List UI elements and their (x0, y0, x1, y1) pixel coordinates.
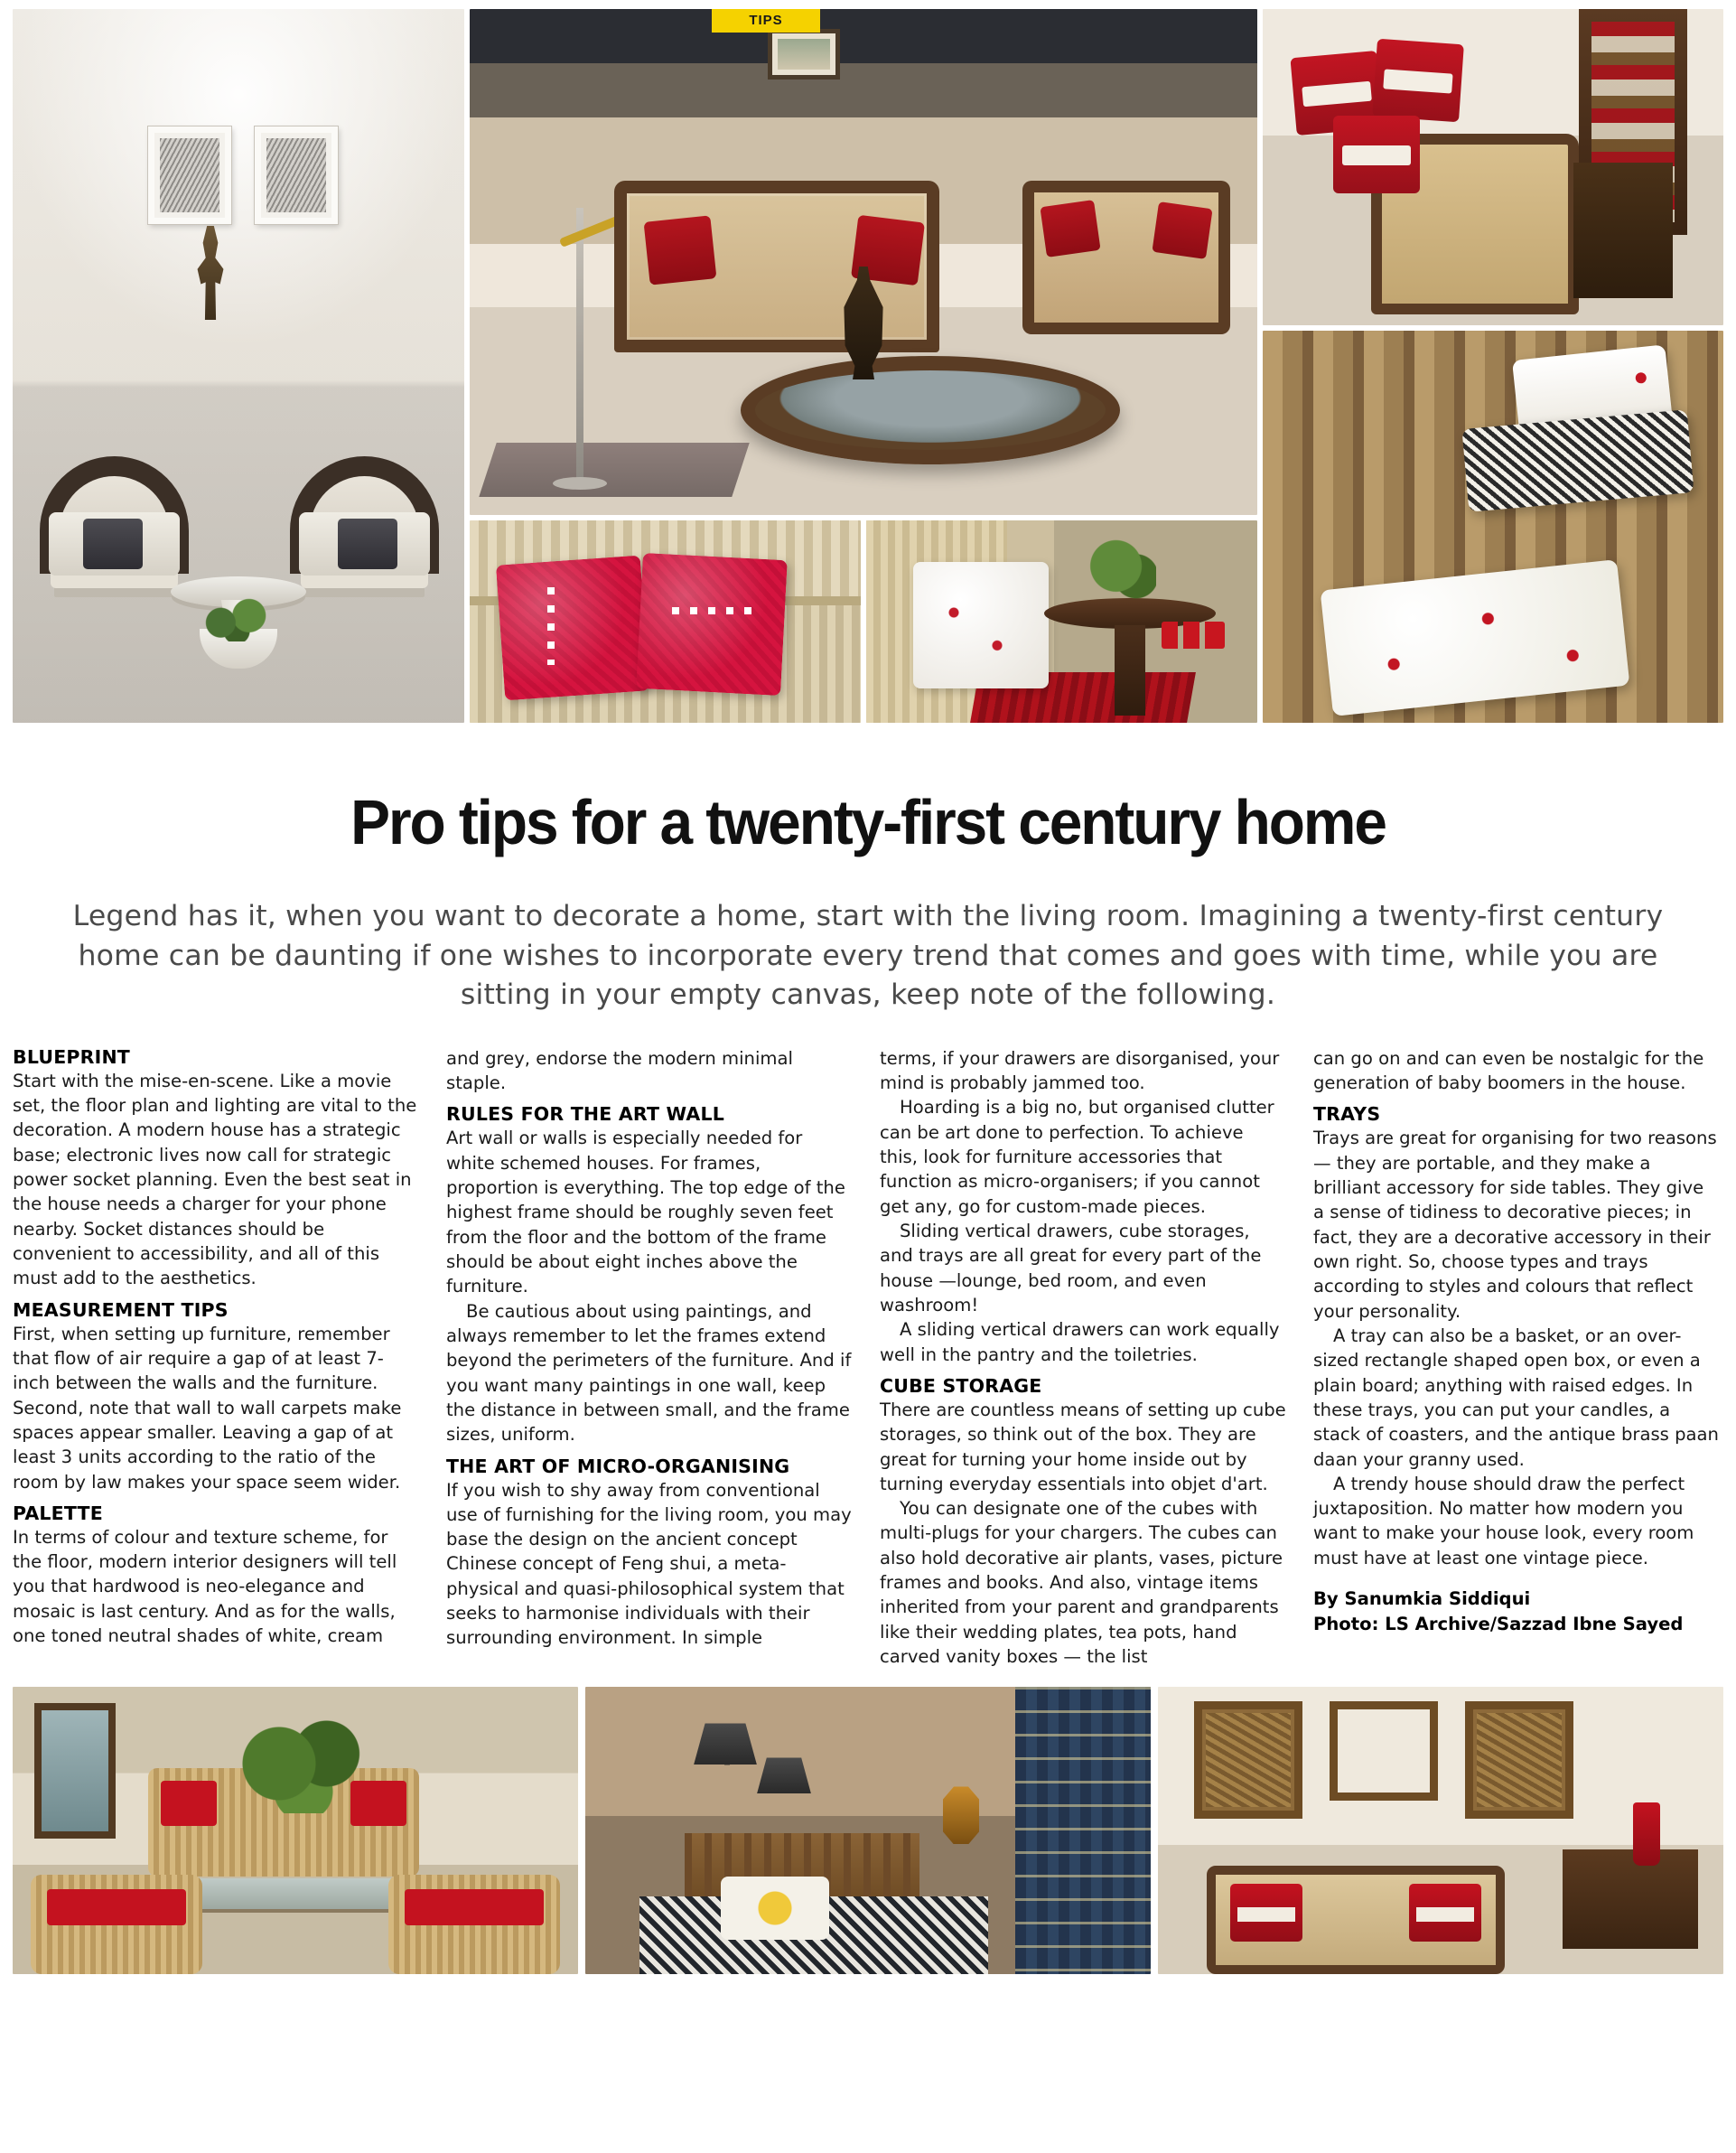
cushion-dots-horizontal (672, 607, 753, 614)
byline-author: By Sanumkia Siddiqui (1313, 1588, 1531, 1610)
wall-frame-3 (1465, 1701, 1573, 1819)
section-heading: MEASUREMENT TIPS (13, 1298, 229, 1321)
floor-lamp-base (553, 477, 607, 490)
headline-block (0, 723, 1736, 1016)
patterned-curtain (1015, 1687, 1151, 1974)
red-pillow-left (644, 215, 717, 285)
body-paragraph: Be cautious about using paintings, and always remember to let the frames extend beyond the perimeters of the furniture. And if you want many paintings in one wall, keep the distance in between small, and the frame sizes, uniform. (446, 1300, 852, 1446)
red-pillow-a (1040, 200, 1100, 257)
top-photo-collage (0, 0, 1736, 723)
photo-cane-furniture-living-room (13, 1687, 578, 1974)
red-white-cushion-3 (1333, 116, 1420, 193)
red-vase (1633, 1802, 1660, 1866)
table-lamp-tall (694, 1723, 757, 1765)
body-paragraph: Sliding vertical drawers, cube storages, and trays are all great for every part of the house —lounge, bed room, and even washroom! (880, 1220, 1262, 1315)
body-paragraph: Art wall or walls is especially needed for white schemed houses. For frames, proportion is everything. The top edge of the highest frame should be roughly seven feet from the floor and the bottom of the frame should be about eight inches above the furniture. (446, 1128, 845, 1297)
red-candles (1162, 622, 1225, 649)
sofa (1207, 1866, 1505, 1974)
photo-bedroom-lamps (585, 1687, 1151, 1974)
body-paragraph: If you wish to shy away from conventional use of furnishing for the living room, you may base the design on the ancient concept Chinese concept of Feng shui, a meta-physical and quasi-philosophical system that seeks to harmonise individuals with their surrounding environment. In simple (446, 1479, 852, 1649)
body-paragraph: can go on and can even be nostalgic for the generation of baby boomers in the house. (1313, 1047, 1704, 1093)
bottom-photo-collage (0, 1676, 1736, 1974)
article-column-2 (446, 1046, 853, 1670)
photo-floor-cushions (1263, 331, 1723, 723)
lantern-icon (943, 1786, 979, 1844)
photo-white-cushion-side-table (866, 520, 1257, 723)
floor-lamp-stand (576, 208, 583, 479)
section-heading: TRAYS (1313, 1103, 1381, 1126)
cane-chair-left (31, 1875, 202, 1974)
article-column-4 (1313, 1046, 1720, 1670)
pink-cushion-right (636, 553, 788, 696)
pink-cushion-left (496, 556, 649, 701)
body-paragraph: Start with the mise-en-scene. Like a movie set, the floor plan and lighting are vital to the decoration. A modern house has a strategic base; electronic lives now call for strategic power socket planning. Even the best seat in the house needs a charger for your phone nearby. Socket distances should be convenient to accessibility, and all of this must add to the aesthetics. (13, 1070, 417, 1289)
page-title: Pro tips for a twenty-first century home (350, 786, 1386, 857)
cushion-dots-vertical (547, 587, 555, 665)
section-heading: THE ART OF MICRO-ORGANISING (446, 1455, 790, 1477)
window (34, 1703, 116, 1839)
section-heading: BLUEPRINT (13, 1045, 130, 1068)
collage-middle-bottom-row (470, 520, 1257, 723)
red-white-cushion-2 (1372, 39, 1464, 122)
table-lamp-short (757, 1757, 811, 1793)
body-paragraph: A tray can also be a basket, or an over-sized rectangle shaped open box, or even a plain board; anything with raised edges. In these trays, you can put your candles, a stack of coasters, and the antique brass paan daan your granny used. (1313, 1325, 1719, 1470)
section-heading: CUBE STORAGE (880, 1374, 1042, 1397)
article-column-3 (880, 1046, 1286, 1670)
body-paragraph: Trays are great for organising for two reasons — they are portable, and they make a brilliant accessory for side tables. They give a sense of tidiness to decorative pieces; in fact, they are a decorative accessory in their own right. So, choose types and trays according to styles and colours that reflect your personality. (1313, 1128, 1717, 1322)
red-pillow-b (1152, 201, 1212, 259)
statue-figurine (193, 226, 228, 320)
photo-sofa-coffee-table (470, 9, 1257, 515)
body-paragraph: A trendy house should draw the perfect juxtaposition. No matter how modern you want to make your house look, every room must have at least one vintage piece. (1313, 1473, 1694, 1568)
body-paragraph: terms, if your drawers are disorganised, your mind is probably jammed too. (880, 1047, 1280, 1093)
body-paragraph: There are countless means of setting up cube storages, so think out of the box. They are great for turning your home inside out by turning everyday essentials into objet d'art. (880, 1399, 1286, 1494)
body-paragraph: In terms of colour and texture scheme, for the floor, modern interior designers will tell you that hardwood is neo-elegance and mosaic is last century. And as for the walls, one toned neutral shades of white, cream (13, 1526, 397, 1647)
body-paragraph: and grey, endorse the modern minimal staple. (446, 1047, 793, 1093)
large-potted-plant (238, 1714, 374, 1813)
collage-right-column (1263, 9, 1723, 723)
sofa-secondary (1022, 181, 1230, 334)
tips-badge: TIPS (712, 9, 820, 33)
floor-rug (479, 443, 749, 497)
floor-cushion-large-white (1321, 559, 1630, 716)
body-paragraph: A sliding vertical drawers can work equally well in the pantry and the toiletries. (880, 1319, 1280, 1365)
photo-framed-art-sofa (1158, 1687, 1723, 1974)
cane-chair-right (388, 1875, 560, 1974)
standfirst-text: Legend has it, when you want to decorate a home, start with the living room. Imagining a twenty-first century home can be daunting if one wishes to incorporate every trend that comes and goes with time, while you are sitting in your empty canvas, keep note of the following. (72, 900, 1664, 1012)
oval-coffee-table (741, 356, 1120, 464)
potted-plant-small (1089, 538, 1156, 607)
red-cushion-left (1230, 1884, 1302, 1942)
wall-art-frame-icon (768, 29, 840, 80)
red-cushion-right (1409, 1884, 1481, 1942)
console-table (1563, 1849, 1698, 1949)
photo-living-room-two-chairs (13, 9, 464, 723)
white-cushion (913, 562, 1049, 688)
cushion-dark-left (83, 519, 143, 569)
body-paragraph: You can designate one of the cubes with multi-plugs for your chargers. The cubes can also hold decorative air plants, vases, picture frames and books. And also, vintage items inherited from your parent and grandparents like their wedding plates, tea pots, hand carved vanity boxes — the list (880, 1498, 1283, 1668)
floor-cushion-patterned (1461, 409, 1694, 511)
cushion-dark-right (338, 519, 397, 569)
potted-plant (200, 629, 277, 669)
photo-pink-cushions (470, 520, 861, 723)
photo-armchair-red-cushions (1263, 9, 1723, 325)
byline-photo-credit: Photo: LS Archive/Sazzad Ibne Sayed (1313, 1613, 1684, 1634)
article-body (0, 1016, 1736, 1677)
wooden-stool (1573, 163, 1673, 298)
bed-cushion (721, 1877, 829, 1940)
collage-left-column (13, 9, 464, 723)
section-heading: RULES FOR THE ART WALL (446, 1103, 724, 1126)
article-column-1 (13, 1046, 419, 1670)
red-cushion-a (161, 1781, 217, 1826)
section-heading: PALETTE (13, 1502, 103, 1524)
body-paragraph: Hoarding is a big no, but organised clutter can be art done to perfection. To achieve this, look for furniture accessories that function as micro-organisers; if you cannot get any, go for custom-made pieces. (880, 1097, 1274, 1217)
wall-frame-right-icon (255, 126, 338, 224)
wall-frame-1 (1194, 1701, 1302, 1819)
collage-middle-column (470, 9, 1257, 723)
body-paragraph: First, when setting up furniture, remember that flow of air require a gap of at least 7-inch between the walls and the furniture. Second, note that wall to wall carpets make spaces appear smaller. Leaving a gap of at least 3 units according to the ratio of the room by law makes your space seem wider. (13, 1323, 402, 1493)
wall-frame-2 (1330, 1701, 1438, 1801)
wall-frame-left-icon (148, 126, 231, 224)
